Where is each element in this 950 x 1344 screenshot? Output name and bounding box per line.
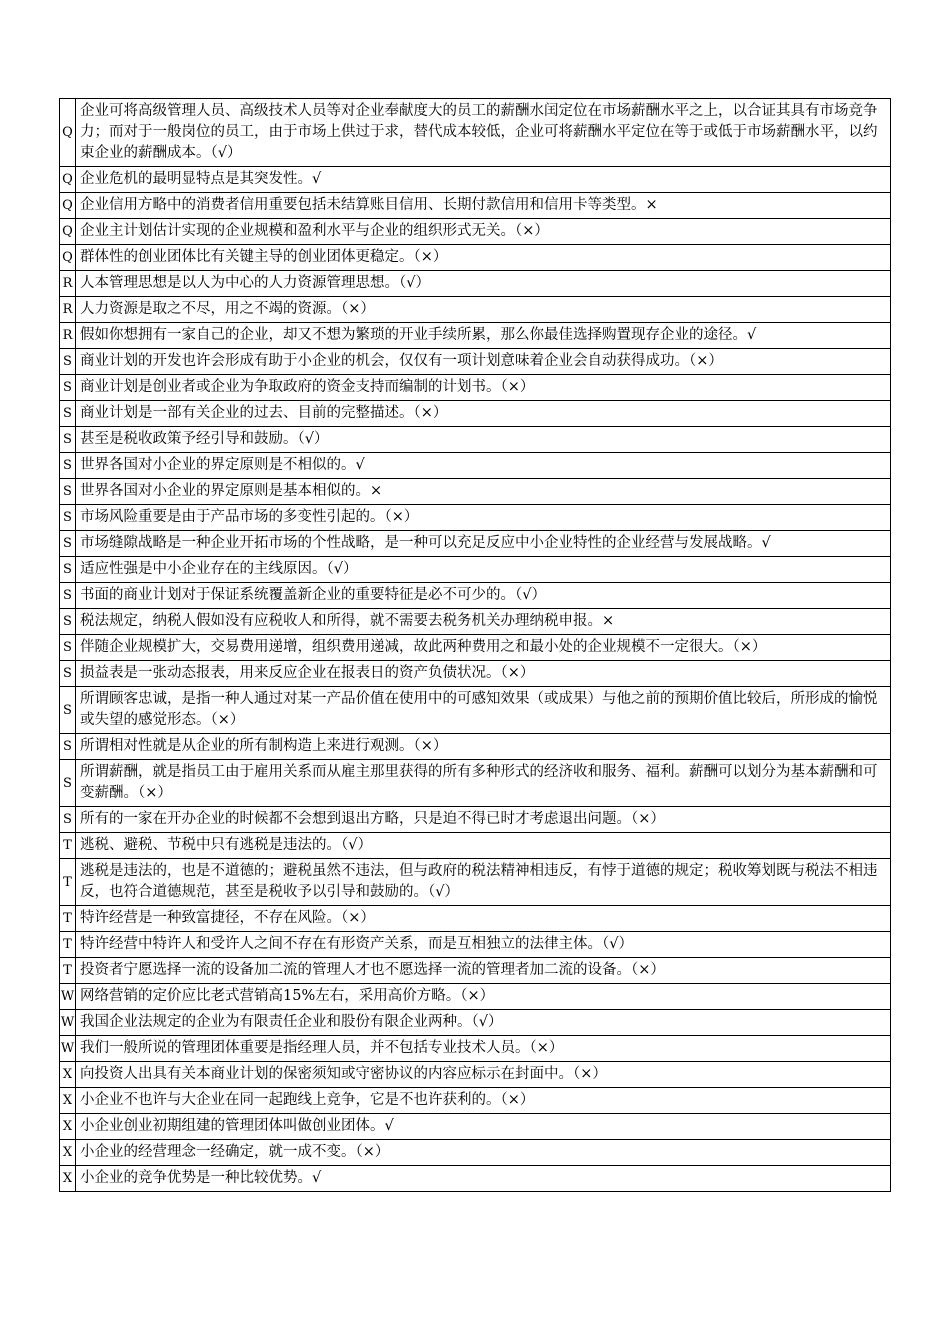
table-row bbox=[60, 859, 891, 906]
statement-text: 市场缝隙战略是一种企业开拓市场的个性战略，是一种可以充足反应中小企业特性的企业经营与发展战略。√ bbox=[76, 531, 891, 557]
statement-text: 书面的商业计划对于保证系统覆盖新企业的重要特征是必不可少的。（√） bbox=[76, 583, 891, 609]
statement-text: 适应性强是中小企业存在的主线原因。（√） bbox=[76, 557, 891, 583]
index-letter: S bbox=[60, 661, 76, 687]
index-letter: S bbox=[60, 453, 76, 479]
table-row bbox=[60, 661, 891, 687]
statement-text: 我们一般所说的管理团体重要是指经理人员，并不包括专业技术人员。（×） bbox=[76, 1036, 891, 1062]
statement-text: 市场风险重要是由于产品市场的多变性引起的。（×） bbox=[76, 505, 891, 531]
index-letter: T bbox=[60, 906, 76, 932]
index-letter: Q bbox=[60, 99, 76, 167]
index-letter: S bbox=[60, 401, 76, 427]
statement-text: 世界各国对小企业的界定原则是基本相似的。× bbox=[76, 479, 891, 505]
index-letter: S bbox=[60, 807, 76, 833]
table-row bbox=[60, 932, 891, 958]
table-row bbox=[60, 219, 891, 245]
table-row bbox=[60, 479, 891, 505]
statement-text: 所谓薪酬，就是指员工由于雇用关系而从雇主那里获得的所有多种形式的经济收和服务、福利。薪酬可以划分为基本薪酬和可变薪酬。（×） bbox=[76, 760, 891, 807]
statement-text: 企业信用方略中的消费者信用重要包括未结算账目信用、长期付款信用和信用卡等类型。× bbox=[76, 193, 891, 219]
qa-table-body bbox=[60, 99, 891, 1192]
statement-text: 假如你想拥有一家自己的企业，却又不想为繁琐的开业手续所累，那么你最佳选择购置现存企业的途径。√ bbox=[76, 323, 891, 349]
index-letter: T bbox=[60, 859, 76, 906]
table-row bbox=[60, 833, 891, 859]
statement-text: 世界各国对小企业的界定原则是不相似的。√ bbox=[76, 453, 891, 479]
index-letter: X bbox=[60, 1062, 76, 1088]
index-letter: S bbox=[60, 635, 76, 661]
index-letter: S bbox=[60, 375, 76, 401]
index-letter: R bbox=[60, 271, 76, 297]
statement-text: 特许经营中特许人和受许人之间不存在有形资产关系，而是互相独立的法律主体。（√） bbox=[76, 932, 891, 958]
statement-text: 商业计划的开发也许会形成有助于小企业的机会，仅仅有一项计划意味着企业会自动获得成功。（×） bbox=[76, 349, 891, 375]
statement-text: 损益表是一张动态报表，用来反应企业在报表日的资产负债状况。（×） bbox=[76, 661, 891, 687]
statement-text: 伴随企业规模扩大，交易费用递增，组织费用递减，故此两种费用之和最小处的企业规模不一定很大。（×） bbox=[76, 635, 891, 661]
index-letter: S bbox=[60, 583, 76, 609]
statement-text: 企业主计划估计实现的企业规模和盈利水平与企业的组织形式无关。（×） bbox=[76, 219, 891, 245]
table-row bbox=[60, 1088, 891, 1114]
index-letter: Q bbox=[60, 219, 76, 245]
table-row bbox=[60, 193, 891, 219]
index-letter: T bbox=[60, 958, 76, 984]
table-row bbox=[60, 531, 891, 557]
table-row bbox=[60, 505, 891, 531]
table-row bbox=[60, 687, 891, 734]
index-letter: X bbox=[60, 1166, 76, 1192]
table-row bbox=[60, 99, 891, 167]
index-letter: T bbox=[60, 932, 76, 958]
statement-text: 商业计划是创业者或企业为争取政府的资金支持而编制的计划书。（×） bbox=[76, 375, 891, 401]
table-row bbox=[60, 958, 891, 984]
statement-text: 甚至是税收政策予经引导和鼓励。（√） bbox=[76, 427, 891, 453]
statement-text: 网络营销的定价应比老式营销高15%左右，采用高价方略。（×） bbox=[76, 984, 891, 1010]
statement-text: 逃税、避税、节税中只有逃税是违法的。（√） bbox=[76, 833, 891, 859]
index-letter: T bbox=[60, 833, 76, 859]
table-row bbox=[60, 427, 891, 453]
table-row bbox=[60, 906, 891, 932]
table-row bbox=[60, 349, 891, 375]
table-row bbox=[60, 167, 891, 193]
table-row bbox=[60, 375, 891, 401]
table-row bbox=[60, 984, 891, 1010]
statement-text: 企业危机的最明显特点是其突发性。√ bbox=[76, 167, 891, 193]
statement-text: 所谓顾客忠诚，是指一种人通过对某一产品价值在使用中的可感知效果（或成果）与他之前的预期价值比较后，所形成的愉悦或失望的感觉形态。（×） bbox=[76, 687, 891, 734]
table-row bbox=[60, 583, 891, 609]
index-letter: S bbox=[60, 609, 76, 635]
table-row bbox=[60, 1036, 891, 1062]
table-row bbox=[60, 297, 891, 323]
table-row bbox=[60, 271, 891, 297]
statement-text: 人力资源是取之不尽，用之不竭的资源。（×） bbox=[76, 297, 891, 323]
statement-text: 逃税是违法的，也是不道德的；避税虽然不违法，但与政府的税法精神相违反，有悖于道德的规定；税收筹划既与税法不相违反，也符合道德规范，甚至是税收予以引导和鼓励的。（√） bbox=[76, 859, 891, 906]
table-row bbox=[60, 1166, 891, 1192]
statement-text: 企业可将高级管理人员、高级技术人员等对企业奉献度大的员工的薪酬水闰定位在市场薪酬水平之上，以合证其具有市场竞争力；而对于一般岗位的员工，由于市场上供过于求，替代成本较低，企业可将薪酬水平定位在等于或低于市场薪酬水平，以约束企业的薪酬成本。（√） bbox=[76, 99, 891, 167]
statement-text: 特许经营是一种致富捷径，不存在风险。（×） bbox=[76, 906, 891, 932]
table-row bbox=[60, 245, 891, 271]
index-letter: S bbox=[60, 557, 76, 583]
index-letter: Q bbox=[60, 167, 76, 193]
statement-text: 我国企业法规定的企业为有限责任企业和股份有限企业两种。（√） bbox=[76, 1010, 891, 1036]
statement-text: 小企业不也许与大企业在同一起跑线上竞争，它是不也许获利的。（×） bbox=[76, 1088, 891, 1114]
index-letter: S bbox=[60, 349, 76, 375]
statement-text: 人本管理思想是以人为中心的人力资源管理思想。（√） bbox=[76, 271, 891, 297]
index-letter: X bbox=[60, 1140, 76, 1166]
statement-text: 税法规定，纳税人假如没有应税收人和所得，就不需要去税务机关办理纳税申报。× bbox=[76, 609, 891, 635]
index-letter: S bbox=[60, 505, 76, 531]
index-letter: S bbox=[60, 734, 76, 760]
table-row bbox=[60, 401, 891, 427]
index-letter: S bbox=[60, 479, 76, 505]
index-letter: S bbox=[60, 687, 76, 734]
table-row bbox=[60, 1140, 891, 1166]
table-row bbox=[60, 323, 891, 349]
table-row bbox=[60, 609, 891, 635]
index-letter: Q bbox=[60, 245, 76, 271]
statement-text: 群体性的创业团体比有关键主导的创业团体更稳定。（×） bbox=[76, 245, 891, 271]
table-row bbox=[60, 807, 891, 833]
statement-text: 小企业的经营理念一经确定，就一成不变。（×） bbox=[76, 1140, 891, 1166]
table-row bbox=[60, 453, 891, 479]
statement-text: 小企业创业初期组建的管理团体叫做创业团体。√ bbox=[76, 1114, 891, 1140]
statement-text: 所有的一家在开办企业的时候都不会想到退出方略，只是迫不得已时才考虑退出问题。（×） bbox=[76, 807, 891, 833]
qa-table bbox=[59, 98, 891, 1192]
statement-text: 向投资人出具有关本商业计划的保密须知或守密协议的内容应标示在封面中。（×） bbox=[76, 1062, 891, 1088]
index-letter: S bbox=[60, 760, 76, 807]
table-row bbox=[60, 635, 891, 661]
table-row bbox=[60, 760, 891, 807]
table-row bbox=[60, 1114, 891, 1140]
statement-text: 所谓相对性就是从企业的所有制构造上来进行观测。（×） bbox=[76, 734, 891, 760]
table-row bbox=[60, 1010, 891, 1036]
index-letter: S bbox=[60, 427, 76, 453]
index-letter: W bbox=[60, 1036, 76, 1062]
index-letter: X bbox=[60, 1114, 76, 1140]
table-row bbox=[60, 734, 891, 760]
index-letter: W bbox=[60, 984, 76, 1010]
index-letter: W bbox=[60, 1010, 76, 1036]
statement-text: 投资者宁愿选择一流的设备加二流的管理人才也不愿选择一流的管理者加二流的设备。（×） bbox=[76, 958, 891, 984]
index-letter: R bbox=[60, 297, 76, 323]
index-letter: Q bbox=[60, 193, 76, 219]
index-letter: R bbox=[60, 323, 76, 349]
table-row bbox=[60, 557, 891, 583]
index-letter: S bbox=[60, 531, 76, 557]
statement-text: 小企业的竞争优势是一种比较优势。√ bbox=[76, 1166, 891, 1192]
index-letter: X bbox=[60, 1088, 76, 1114]
statement-text: 商业计划是一部有关企业的过去、目前的完整描述。（×） bbox=[76, 401, 891, 427]
table-row bbox=[60, 1062, 891, 1088]
